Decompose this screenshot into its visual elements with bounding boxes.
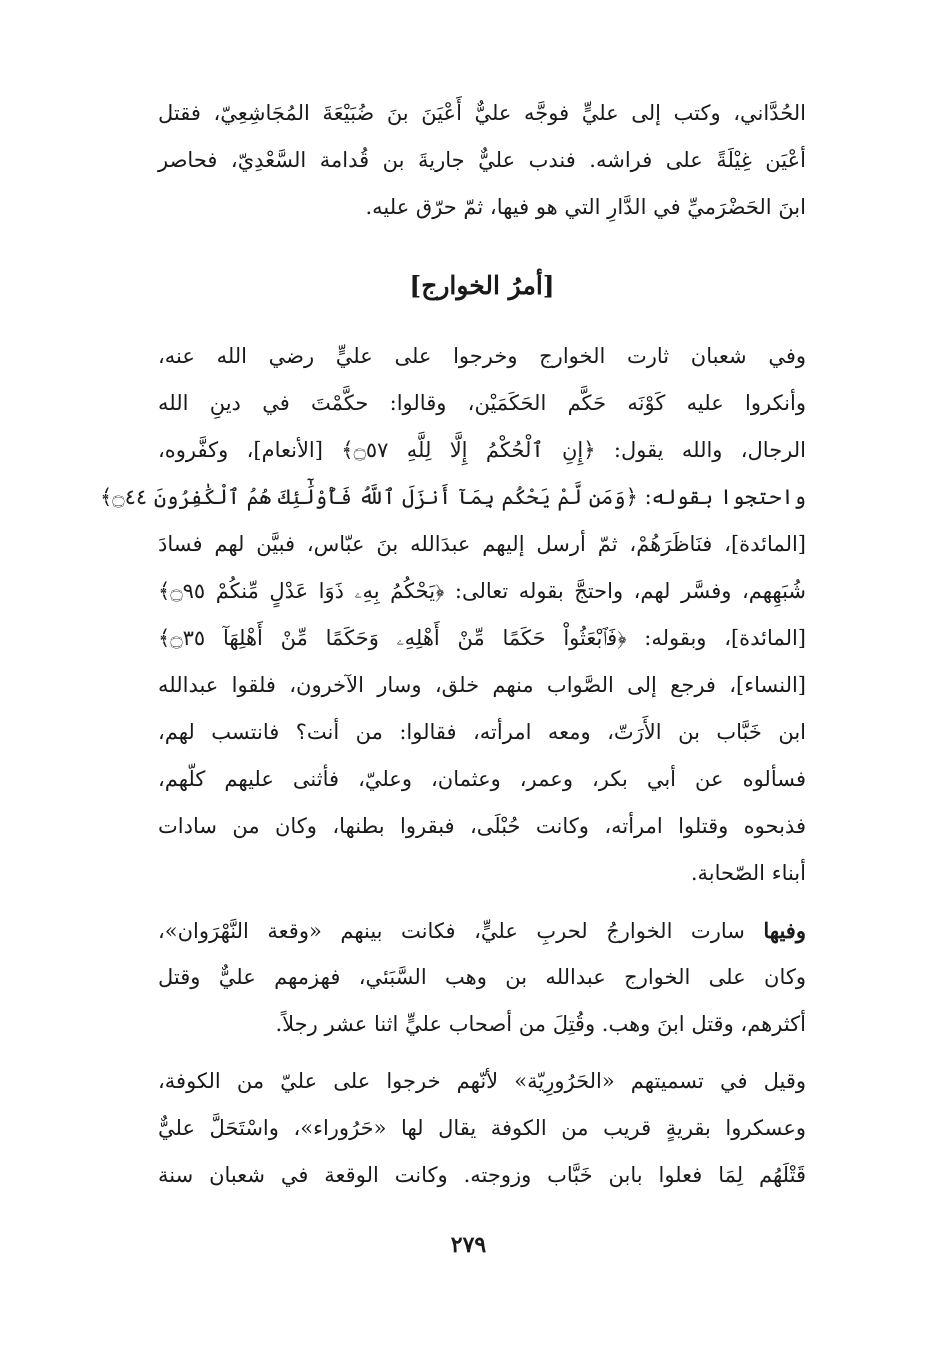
text-line: أعْيَن غِيْلَةً على فراشه. فندب عليٌّ جاريةَ بن قُدامة السَّعْدِيّ، فحاصر: [158, 148, 806, 172]
text-line: وفي شعبان ثارت الخوارج وخرجوا على عليٍّ رضي الله عنه،: [158, 344, 806, 368]
text-line: [المائدة]، فنَاظَرَهُمْ، ثمّ أرسل إليهم عبدَالله بنَ عبّاس، فبيَّن لهم فسادَ: [158, 532, 806, 556]
text-line: قَتْلَهُم لِمَا فعلوا بابن خَبَّاب وزوجته. وكانت الوقعة في شعبان سنة: [158, 1163, 807, 1187]
text-line: [النساء]، فرجع إلى الصَّواب منهم خلق، وسار الآخرون، فلقوا عبدالله: [158, 673, 806, 697]
text-line: الحُدَّاني، وكتب إلى عليٍّ فوجَّه عليٌّ أَعْيَنَ بنَ ضُبَيْعَةَ المُجَاشِعِيّ، فقتل: [158, 101, 806, 125]
page-body: [99, 90, 807, 1199]
text-line: ابنَ الحَضْرَميِّ في الدَّارِ التي هو فيها، ثمّ حرّق عليه.: [365, 195, 806, 219]
paragraph-khawarij: [99, 333, 806, 897]
text-line: فذبحوه وقتلوا امرأته، وكانت حُبْلَى، فبقروا بطنها، وكان من سادات: [158, 814, 806, 838]
page-number: ٢٧٩: [450, 1232, 487, 1258]
text-line: ابن خَبَّاب بن الأَرَتّ، ومعه امرأته، فقالوا: من أنت؟ فانتسب لهم،: [158, 720, 806, 744]
text-line: الرجال، والله يقول: ﴿إِنِ ٱلْحُكْمُ إِلَّا لِلَّهِ ۝٥٧﴾ [الأنعام]، وكفَّروه،: [158, 438, 806, 462]
section-heading: [أمرُ الخوارج]: [409, 271, 555, 300]
line-rest: سارت الخوارجُ لحربِ عليٍّ، فكانت بينهم «وقعة النَّهْرَوان»،: [158, 919, 764, 943]
paragraph-lead-word: وفيها: [763, 918, 806, 943]
text-line: [158, 907, 806, 954]
text-line: أبناء الصّحابة.: [690, 861, 806, 885]
text-line: وقيل في تسميتهم «الحَرُورِيّة» لأنّهم خرجوا على عليّ من الكوفة،: [158, 1069, 806, 1093]
text-line: وكان على الخوارج عبدالله بن وهب السَّبَئي، فهزمهم عليٌّ وقتل: [158, 965, 806, 989]
text-line: وأنكروا عليه كَوْنَه حَكَّم الحَكَمَيْن، وقالوا: حكَّمْتَ في دينِ الله: [158, 391, 806, 415]
text-line: أكثرهم، وقتل ابنَ وهب. وقُتِلَ من أصحاب عليٍّ اثنا عشر رجلاً.: [275, 1012, 806, 1036]
text-line: فسألوه عن أبي بكر، وعمر، وعثمان، وعليّ، فأثنى عليهم كلّهم،: [158, 767, 806, 791]
paragraph-nahrawan: [158, 907, 806, 1048]
text-line: [المائدة]، وبقوله: ﴿فَٱبْعَثُواْ حَكَمًا مِّنْ أَهْلِهِۦ وَحَكَمًا مِّنْ أَهْلِهَآ ۝٣٥﴾: [158, 626, 806, 650]
text-line: وعسكروا بقريةٍ قريب من الكوفة يقال لها «حَرُوراء»، واسْتَحَلَّ عليٌّ: [158, 1116, 806, 1140]
paragraph-spacer: [158, 897, 806, 907]
text-line: شُبَهِهم، وفسَّر لهم، واحتجَّ بقوله تعالى: ﴿يَحْكُمُ بِهِۦ ذَوَا عَدْلٍ مِّنكُمْ ۝٩٥﴾: [158, 579, 806, 603]
intro-paragraph: [158, 90, 806, 231]
paragraph-spacer: [158, 1048, 806, 1058]
text-line: واحتجوا بقوله: ﴿وَمَن لَّمْ يَحْكُم بِمَآ أَنزَلَ ٱللَّهُ فَأُوْلَٰٓئِكَ هُمُ ٱلْكَٰفِرُونَ ۝٤٤﴾: [99, 485, 806, 509]
paragraph-haruriyya: [158, 1058, 806, 1199]
